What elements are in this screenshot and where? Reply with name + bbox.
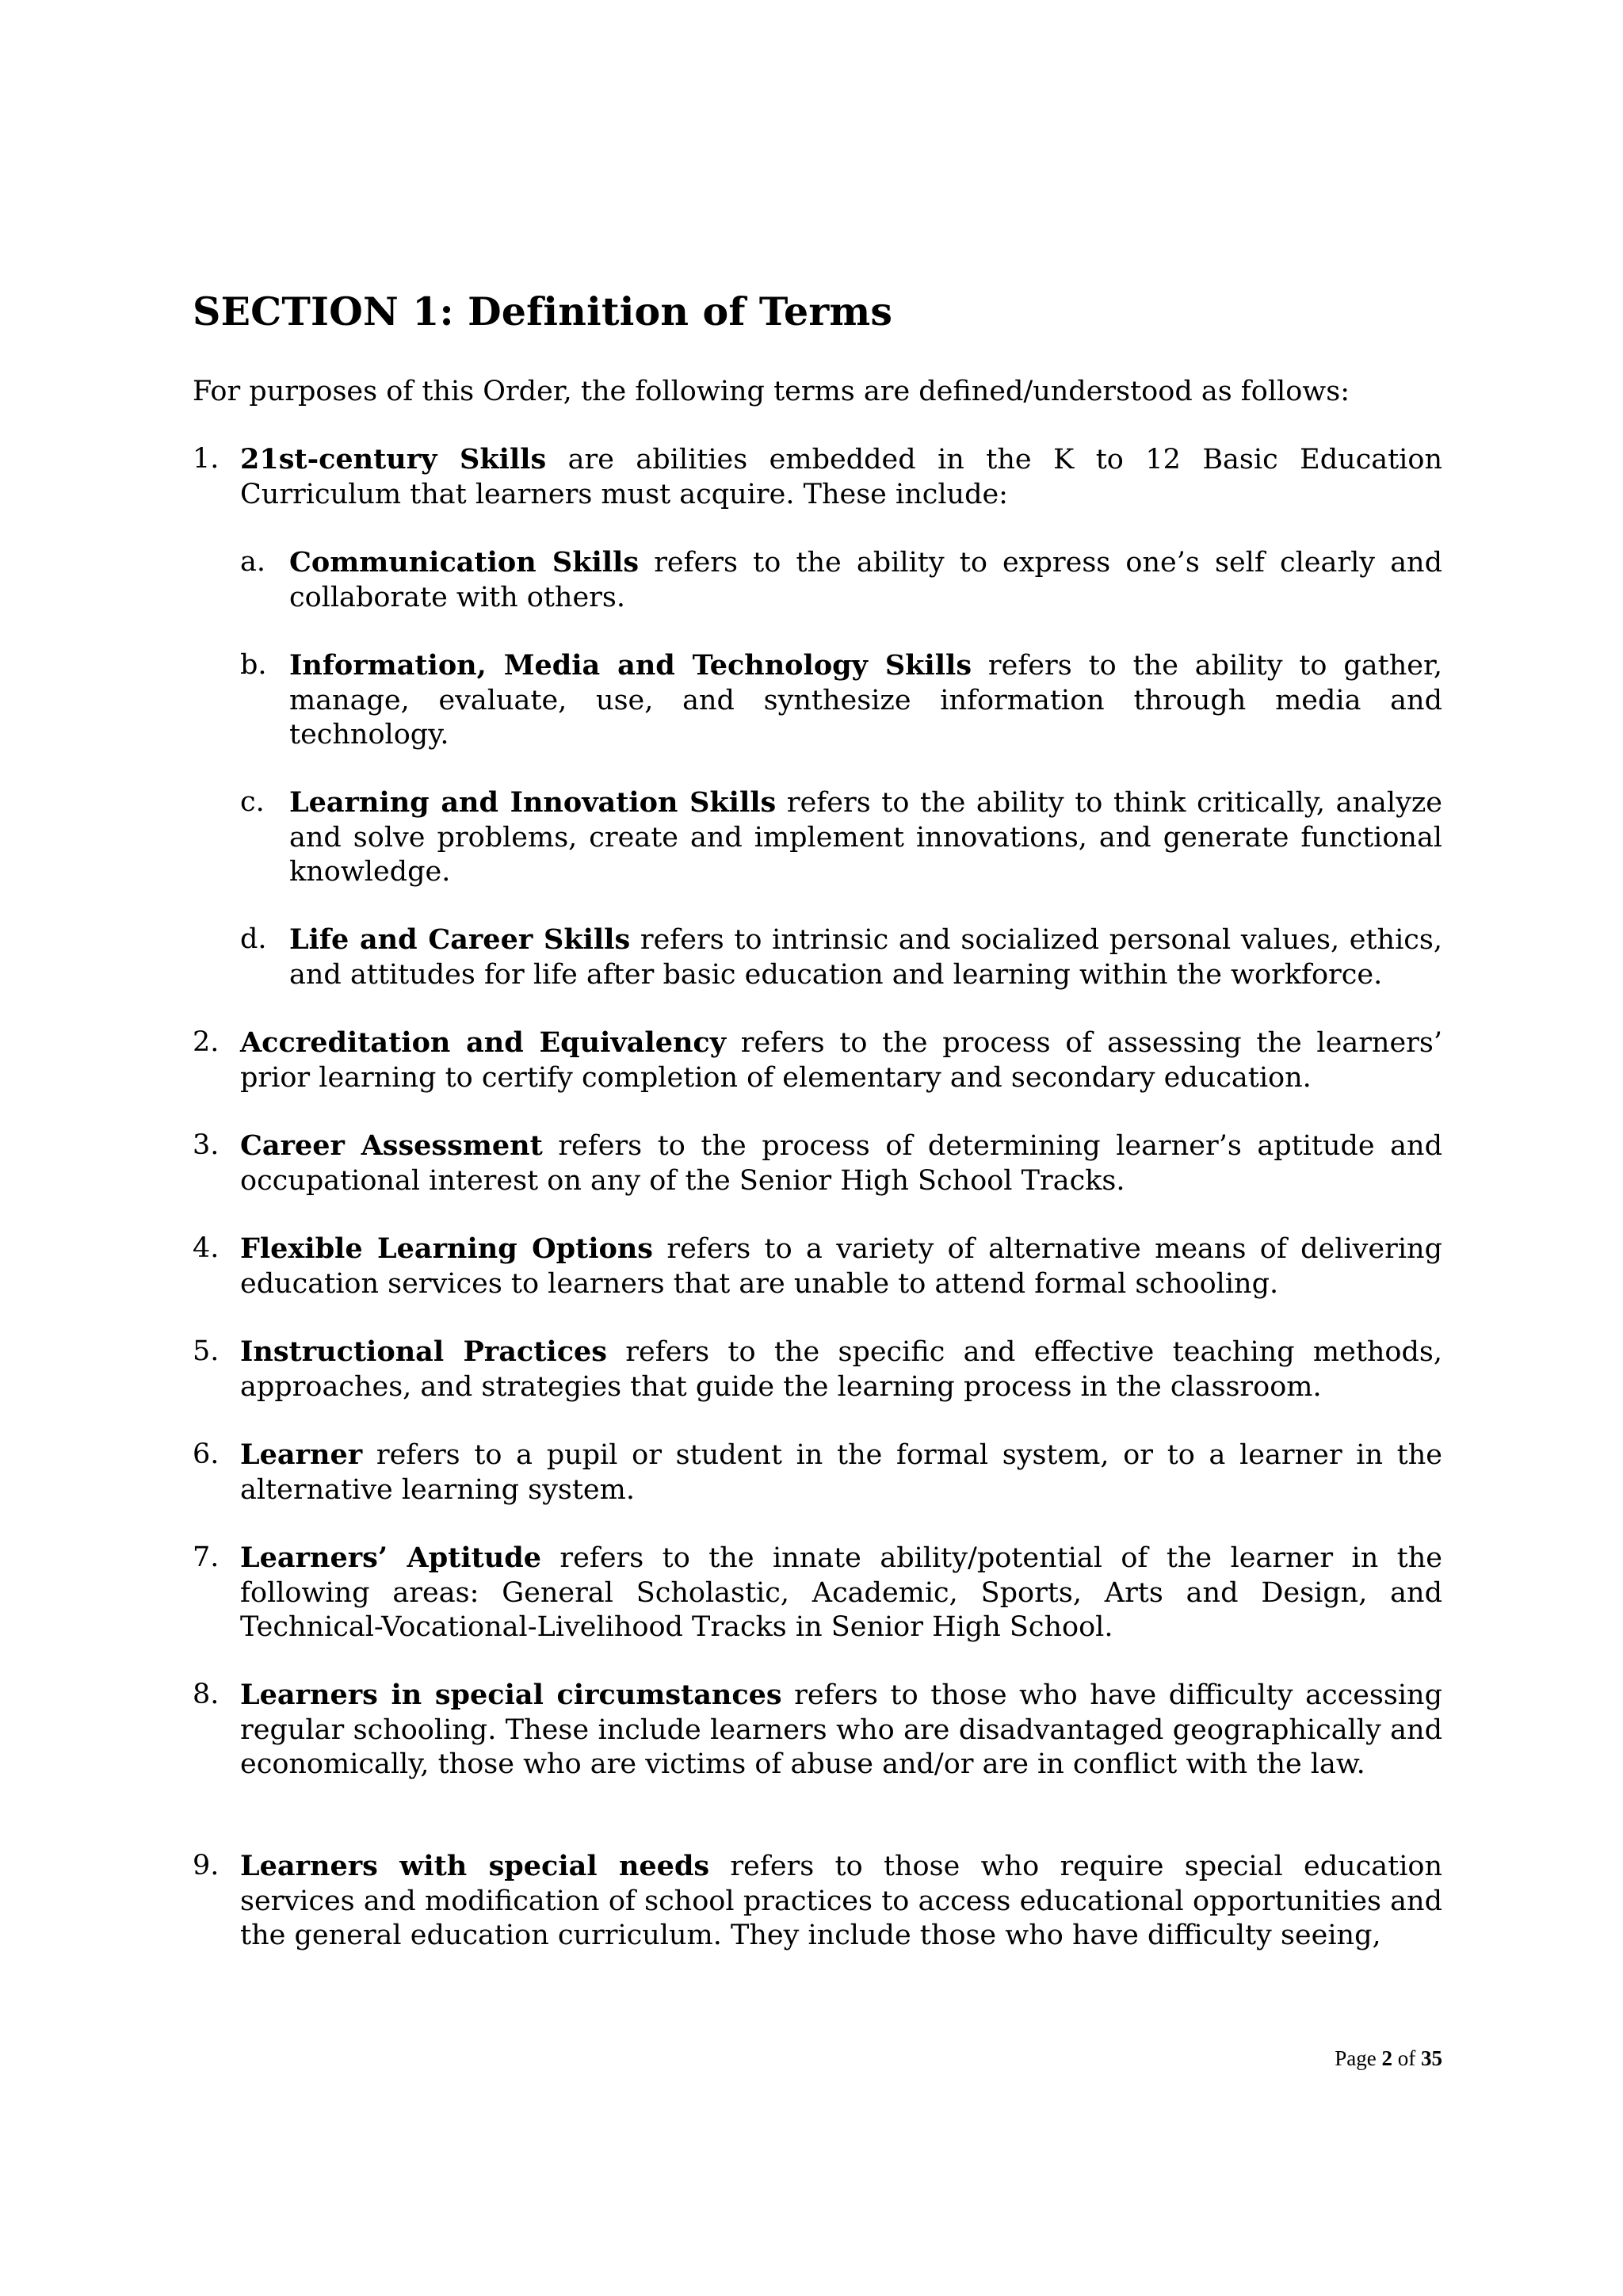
definition-text — [289, 648, 1442, 753]
current-page-number: 2 — [1381, 2046, 1392, 2070]
defined-term: Learner — [240, 1438, 363, 1471]
defined-term: Learners in special circumstances — [240, 1679, 782, 1711]
document-page — [193, 0, 1442, 2296]
definition-body: refers to the process of determining learner’s aptitude and occupational interest on any of the Senior High School Tracks. — [240, 1130, 1442, 1197]
definition-text — [240, 1026, 1442, 1095]
defined-term: Accreditation and Equivalency — [240, 1026, 727, 1059]
definition-body: refers to those who have difficulty accessing regular schooling. These include learners who are disadvantaged geographically and economically, those who are victims of abuse and/or are in conflict with the law. — [240, 1679, 1442, 1781]
defined-term: Career Assessment — [240, 1129, 543, 1162]
definition-body: refers to those who require special education services and modification of school practices to access educational opportunities and the general education curriculum. They include those who have difficulty seeing, — [240, 1851, 1442, 1952]
subitem-letter: c. — [240, 786, 265, 818]
definition-item-6 — [193, 1438, 1442, 1507]
defined-term: Life and Career Skills — [289, 923, 631, 956]
definition-text — [240, 1678, 1442, 1782]
item-number: 4. — [193, 1232, 220, 1264]
defined-term: Communication Skills — [289, 546, 640, 579]
definition-text — [240, 442, 1442, 512]
definition-body: refers to the specific and effective teaching methods, approaches, and strategies that guide the learning process in the classroom. — [240, 1336, 1442, 1403]
definition-item-4 — [193, 1232, 1442, 1301]
definition-body: refers to intrinsic and socialized personal values, ethics, and attitudes for life after basic education and learning within the workforce. — [289, 924, 1442, 991]
defined-term: 21st-century Skills — [240, 443, 547, 476]
definition-subitem-b — [240, 648, 1442, 753]
defined-term: Information, Media and Technology Skills — [289, 649, 972, 682]
section-title: SECTION 1: Definition of Terms — [193, 288, 893, 334]
definition-body: refers to the ability to gather, manage, evaluate, use, and synthesize information through media and technology. — [289, 650, 1442, 751]
definition-item-5 — [193, 1335, 1442, 1404]
item-number: 7. — [193, 1541, 220, 1573]
definition-body: refers to a pupil or student in the formal system, or to a learner in the alternative learning system. — [240, 1439, 1442, 1506]
total-pages: 35 — [1421, 2046, 1442, 2070]
definition-item-7 — [193, 1541, 1442, 1645]
definition-body: refers to a variety of alternative means of delivering education services to learners that are unable to attend formal schooling. — [240, 1233, 1442, 1300]
subitem-letter: b. — [240, 649, 267, 681]
item-number: 5. — [193, 1335, 220, 1367]
subitem-letter: a. — [240, 546, 265, 578]
definition-text — [240, 1129, 1442, 1198]
definition-text — [289, 923, 1442, 992]
definition-subitem-a — [240, 545, 1442, 615]
defined-term: Flexible Learning Options — [240, 1232, 654, 1265]
definition-body: refers to the innate ability/potential of the learner in the following areas: General Scholastic, Academic, Sports, Arts and Design, and Technical-Vocational-Livelihood Tracks in Senior High School. — [240, 1542, 1442, 1644]
definition-body: refers to the process of assessing the learners’ prior learning to certify completion of elementary and secondary education. — [240, 1027, 1442, 1094]
definition-subitem-c — [240, 785, 1442, 890]
of-label: of — [1392, 2046, 1421, 2070]
defined-term: Learning and Innovation Skills — [289, 786, 777, 819]
defined-term: Learners with special needs — [240, 1850, 710, 1882]
definition-item-2 — [193, 1026, 1442, 1095]
defined-term: Instructional Practices — [240, 1335, 607, 1368]
definition-item-8 — [193, 1678, 1442, 1782]
item-number: 6. — [193, 1438, 220, 1470]
defined-term: Learners’ Aptitude — [240, 1541, 541, 1574]
definition-text — [240, 1232, 1442, 1301]
item-number: 9. — [193, 1850, 220, 1881]
definition-body: are abilities embedded in the K to 12 Basic Education Curriculum that learners must acquire. These include: — [240, 444, 1442, 510]
definition-text — [240, 1335, 1442, 1404]
definition-item-3 — [193, 1129, 1442, 1198]
item-number: 1. — [193, 443, 220, 475]
definition-text — [240, 1541, 1442, 1645]
item-number: 2. — [193, 1026, 220, 1058]
subitem-letter: d. — [240, 923, 267, 955]
definition-item-1 — [193, 442, 1442, 512]
definition-item-9 — [193, 1849, 1442, 1954]
item-number: 8. — [193, 1679, 220, 1710]
definition-body: refers to the ability to think critically, analyze and solve problems, create and implement innovations, and generate functional knowledge. — [289, 787, 1442, 888]
definition-text — [289, 545, 1442, 615]
definition-text — [240, 1438, 1442, 1507]
definition-text — [289, 785, 1442, 890]
definition-subitem-d — [240, 923, 1442, 992]
page-number-footer — [1335, 2045, 1442, 2072]
page-label: Page — [1335, 2046, 1382, 2070]
definition-body: refers to the ability to express one’s self clearly and collaborate with others. — [289, 547, 1443, 613]
intro-paragraph: For purposes of this Order, the following terms are defined/understood as follows: — [193, 376, 1350, 407]
definition-text — [240, 1849, 1442, 1954]
item-number: 3. — [193, 1129, 220, 1161]
